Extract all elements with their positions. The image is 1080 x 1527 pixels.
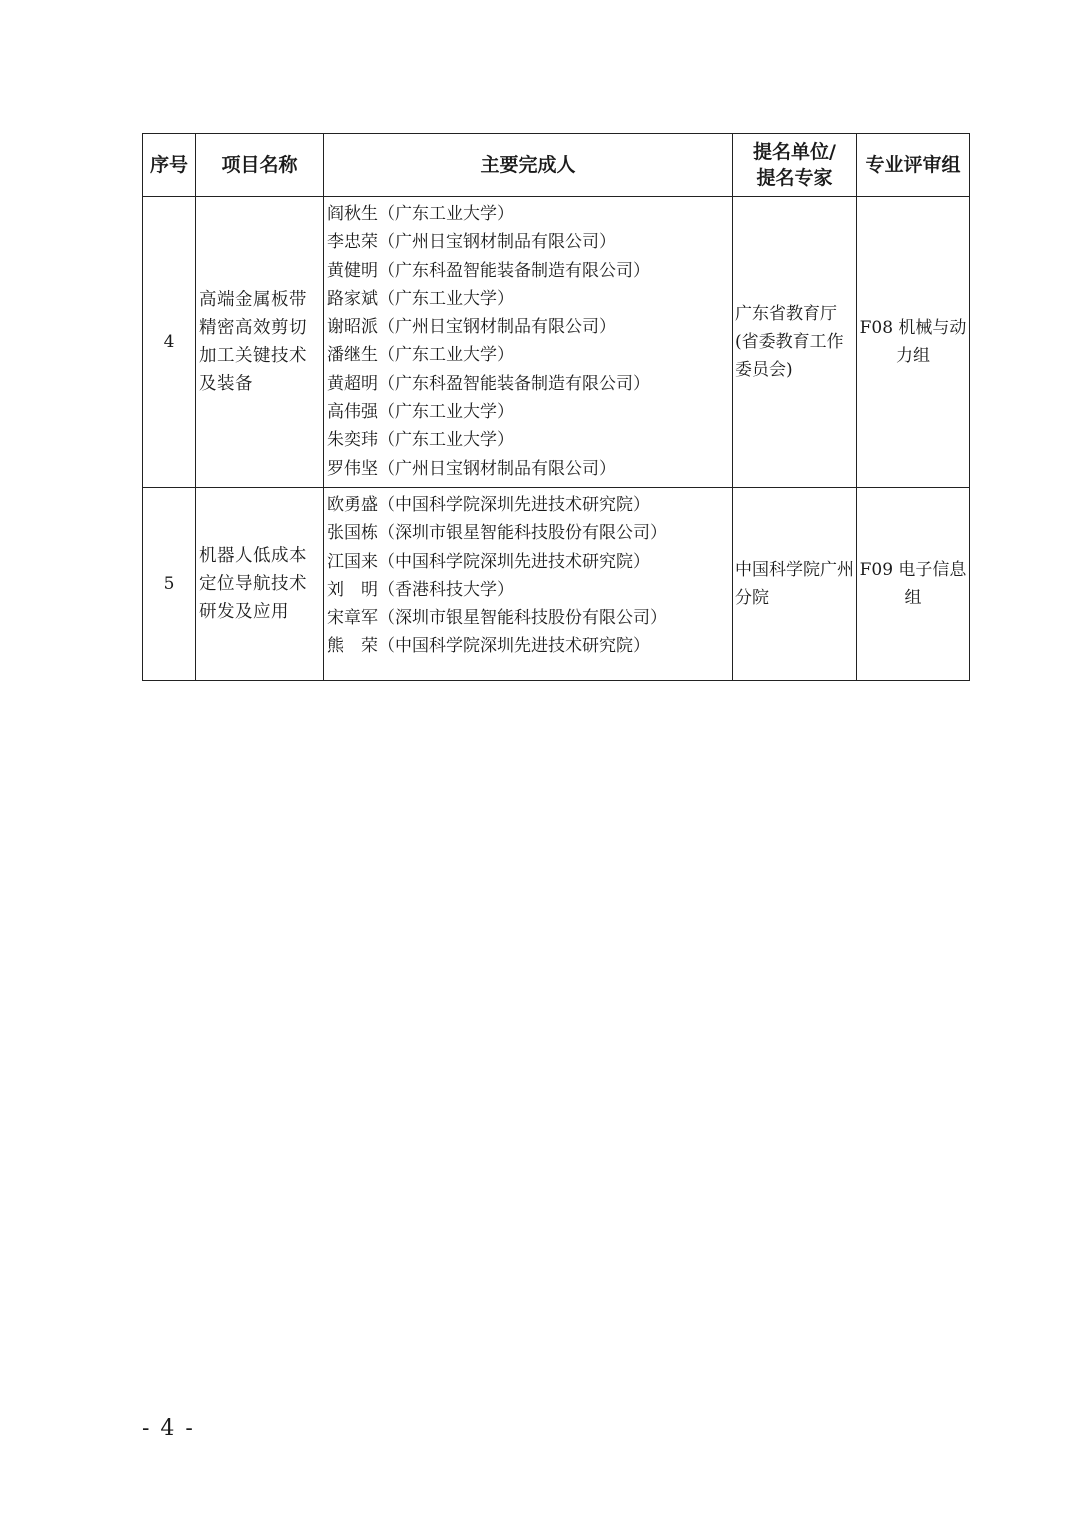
- person-entry: 欧勇盛（中国科学院深圳先进技术研究院）: [327, 495, 650, 515]
- header-unit-line2: 提名专家: [756, 167, 833, 189]
- person-entry: 阎秋生（广东工业大学）: [327, 204, 514, 224]
- person-entry: 李忠荣（广州日宝钢材制品有限公司）: [327, 232, 616, 253]
- person-entry: 罗伟坚（广州日宝钢材制品有限公司）: [327, 458, 616, 479]
- row-group: F08 机械与动力组: [857, 197, 970, 488]
- table-header-row: [143, 134, 970, 197]
- header-unit-line1: 提名单位/: [753, 141, 836, 163]
- row-people: [324, 197, 733, 488]
- row-seq: 5: [143, 488, 196, 681]
- table-row: [143, 488, 970, 681]
- person-entry: 路家斌（广东工业大学）: [327, 288, 514, 309]
- header-group: 专业评审组: [857, 134, 970, 197]
- award-table: [142, 133, 970, 681]
- header-unit: [733, 134, 857, 197]
- person-entry: 朱奕玮（广东工业大学）: [327, 430, 514, 451]
- person-entry: 黄超明（广东科盈智能装备制造有限公司）: [327, 373, 650, 394]
- person-entry: 宋章军（深圳市银星智能科技股份有限公司）: [327, 608, 667, 629]
- page-number: - 4 -: [142, 1416, 195, 1441]
- header-seq: 序号: [143, 134, 196, 197]
- person-entry: 谢昭派（广州日宝钢材制品有限公司）: [327, 317, 616, 338]
- row-project: 机器人低成本定位导航技术研发及应用: [196, 488, 324, 681]
- table-row: [143, 197, 970, 488]
- person-entry: 熊 荣（中国科学院深圳先进技术研究院）: [327, 636, 650, 657]
- header-project: 项目名称: [196, 134, 324, 197]
- person-entry: 高伟强（广东工业大学）: [327, 402, 514, 423]
- row-unit: 中国科学院广州分院: [733, 488, 857, 681]
- person-entry: 刘 明（香港科技大学）: [327, 579, 514, 600]
- row-project: 高端金属板带精密高效剪切加工关键技术及装备: [196, 197, 324, 488]
- row-seq: 4: [143, 197, 196, 488]
- person-entry: 黄健明（广东科盈智能装备制造有限公司）: [327, 260, 650, 281]
- person-entry: 张国栋（深圳市银星智能科技股份有限公司）: [327, 523, 667, 544]
- row-people: [324, 488, 733, 681]
- row-unit: 广东省教育厅(省委教育工作委员会): [733, 197, 857, 488]
- person-entry: 潘继生（广东工业大学）: [327, 345, 514, 366]
- row-group: F09 电子信息组: [857, 488, 970, 681]
- header-people: 主要完成人: [324, 134, 733, 197]
- person-entry: 江国来（中国科学院深圳先进技术研究院）: [327, 551, 650, 572]
